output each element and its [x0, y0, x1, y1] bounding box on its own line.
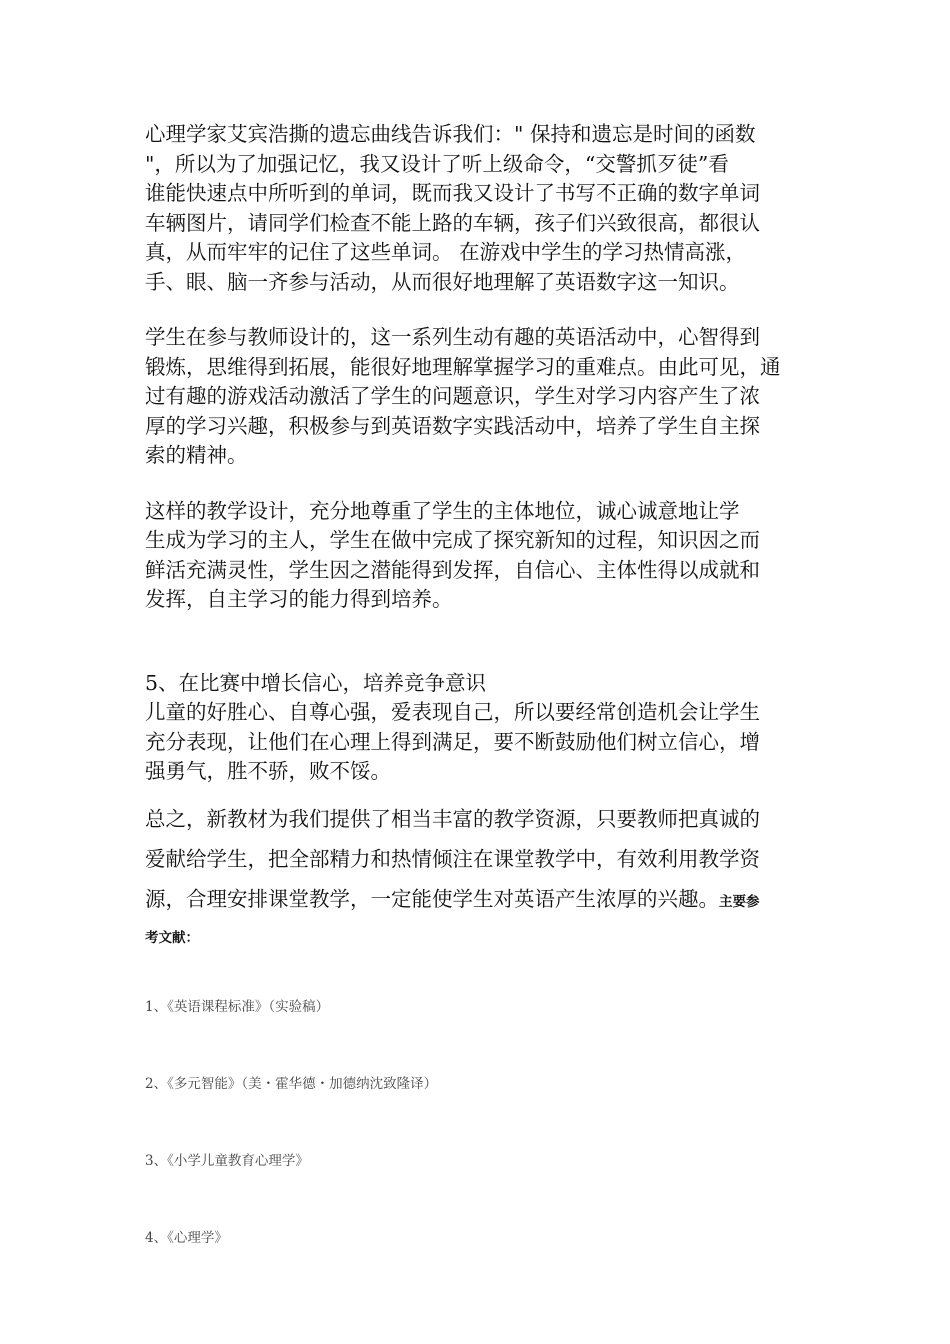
text-line: 学生在参与教师设计的，这一系列生动有趣的英语活动中，心智得到	[145, 325, 760, 349]
text-line: 鲜活充满灵性，学生因之潜能得到发挥，自信心、主体性得以成就和	[145, 557, 760, 582]
text-line: 生成为学习的主人，学生在做中完成了探究新知的过程，知识因之而	[145, 528, 760, 552]
paragraph-competition	[145, 669, 810, 787]
paragraph-summary	[145, 799, 810, 922]
text-fragment: 源，合理安排课堂教学，一定能使学生对英语产生浓厚的兴趣。	[145, 886, 719, 911]
text-line: "，所以为了加强记忆，我又设计了听上级命令，“交警抓歹徒”看	[145, 151, 729, 176]
text-line	[145, 879, 810, 922]
text-line: 充分表现，让他们在心理上得到满足，要不断鼓励他们树立信心，增	[145, 729, 760, 754]
paragraph-student-subject	[145, 497, 810, 615]
references-heading: 主要参	[719, 893, 760, 910]
reference-item: 4、《心理学》	[145, 1229, 228, 1246]
text-line: 儿童的好胜心、自尊心强，爱表现自己，所以要经常创造机会让学生	[145, 700, 760, 724]
paragraph-memory-curve	[145, 120, 810, 297]
text-line: 真，从而牢牢的记住了这些单词。 在游戏中学生的学习热情高涨，	[145, 240, 747, 264]
section-heading: 5、在比赛中增长信心，培养竞争意识	[145, 670, 487, 695]
text-line: 过有趣的游戏活动激活了学生的问题意识，学生对学习内容产生了浓	[145, 384, 760, 408]
paragraph-gap	[145, 615, 810, 669]
paragraph-gap	[145, 297, 810, 323]
text-line: 心理学家艾宾浩撕的遗忘曲线告诉我们：" 保持和遗忘是时间的函数	[145, 122, 756, 146]
text-line: 车辆图片，请同学们检查不能上路的车辆，孩子们兴致很高，都很认	[145, 210, 760, 235]
text-line: 厚的学习兴趣，积极参与到英语数字实践活动中，培养了学生自主探	[145, 413, 760, 438]
text-line: 强勇气，胜不骄，败不馁。	[145, 759, 391, 783]
document-body	[145, 120, 810, 1306]
text-line: 手、眼、脑一齐参与活动，从而很好地理解了英语数字这一知识。	[145, 269, 740, 294]
text-line: 索的精神。	[145, 443, 248, 467]
text-line: 爱献给学生，把全部精力和热情倾注在课堂教学中，有效利用教学资	[145, 846, 760, 871]
reference-item: 1、《英语课程标准》（实验稿）	[145, 998, 330, 1015]
reference-item: 3、《小学儿童教育心理学》	[145, 1152, 309, 1169]
reference-item: 2、《多元智能》（美・霍华德・加德纳沈致隆译）	[145, 1075, 438, 1092]
text-line: 谁能快速点中所听到的单词，既而我又设计了书写不正确的数字单词	[145, 181, 760, 205]
paragraph-gap	[145, 787, 810, 799]
text-line: 锻炼，思维得到拓展，能很好地理解掌握学习的重难点。由此可见，通	[145, 354, 781, 379]
references-list	[145, 998, 810, 1306]
text-line: 这样的教学设计，充分地尊重了学生的主体地位，诚心诚意地让学	[145, 498, 740, 523]
references-heading-continued: 考文献：	[145, 929, 199, 946]
paragraph-activity-effect	[145, 323, 810, 471]
text-line: 总之，新教材为我们提供了相当丰富的教学资源，只要教师把真诚的	[145, 806, 760, 831]
text-line: 发挥，自主学习的能力得到培养。	[145, 587, 453, 611]
paragraph-gap	[145, 471, 810, 497]
